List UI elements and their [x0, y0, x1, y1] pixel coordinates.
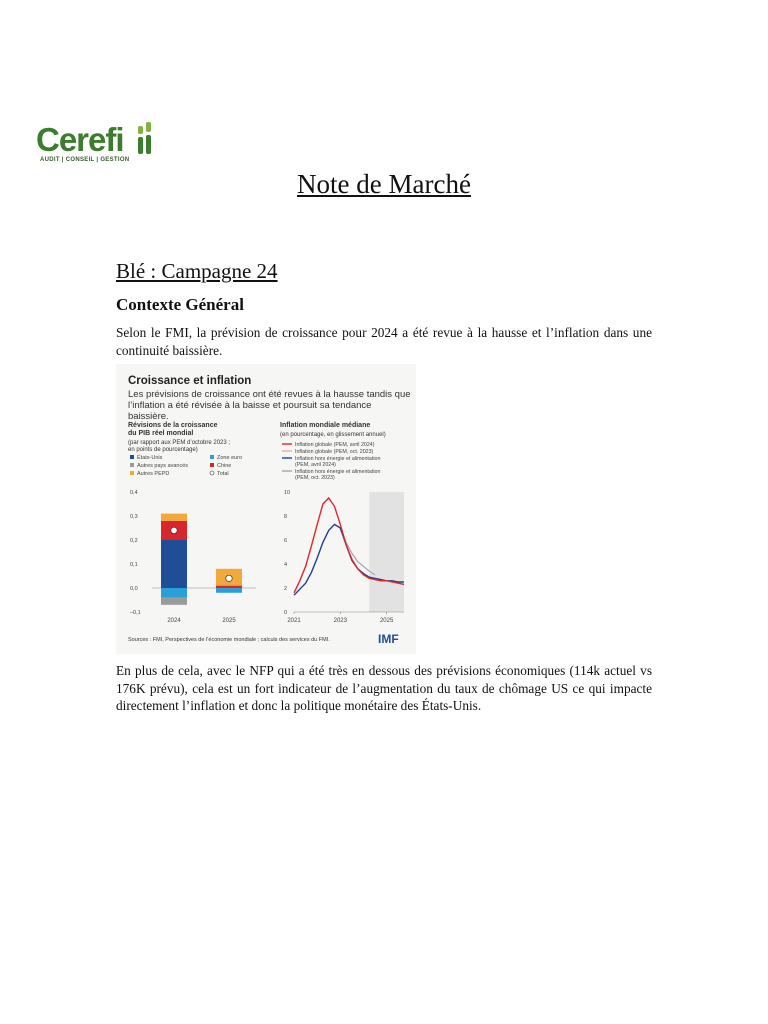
bar-x-tick-label: 2025	[222, 618, 236, 624]
bar-legend-swatch	[210, 463, 214, 467]
bar-legend-label: Chine	[217, 463, 232, 469]
bar-y-tick-label: 0,4	[130, 490, 138, 496]
bar-chart-title-line1: Révisions de la croissance	[128, 422, 218, 429]
line-legend-label: (PEM, avril 2024)	[295, 462, 336, 468]
line-y-tick-label: 8	[284, 514, 288, 520]
imf-figure	[116, 364, 416, 654]
logo-wordmark: Cerefi	[36, 121, 124, 158]
figure-title: Croissance et inflation	[128, 375, 252, 387]
bar-y-tick-label: 0,3	[130, 514, 138, 520]
line-y-tick-label: 0	[284, 610, 288, 616]
bar-total-marker	[226, 575, 232, 581]
line-legend-label: Inflation hors énergie et alimentation	[295, 469, 381, 475]
bar-y-tick-label: 0,2	[130, 538, 138, 544]
line-legend-label: Inflation globale (PEM, avril 2024)	[295, 442, 375, 448]
bar-segment	[161, 540, 187, 588]
line-x-tick-label: 2023	[333, 618, 347, 624]
bar-y-tick-label: 0,1	[130, 562, 138, 568]
bar-total-marker	[171, 527, 177, 533]
page-title: Note de Marché	[297, 169, 471, 199]
bar-legend-swatch	[210, 455, 214, 459]
bar-segment	[216, 586, 242, 588]
line-y-tick-label: 4	[284, 562, 288, 568]
bar-chart-subtitle-line2: en points de pourcentage)	[128, 447, 198, 453]
bar-chart-legend	[130, 454, 242, 477]
bar-legend-swatch	[130, 455, 134, 459]
figure-charts	[116, 364, 416, 654]
bar-legend-swatch	[130, 471, 134, 475]
bar-chart	[130, 490, 256, 624]
figure-subtitle: Les prévisions de croissance ont été revues à la hausse tandis que l’inflation a été révisée à la baisse et poursuit sa tendance baissière.	[128, 389, 411, 422]
bar-y-tick-label: –0,1	[130, 610, 141, 616]
line-x-tick-label: 2025	[379, 618, 394, 624]
figure-source: Sources : FMI, Perspectives de l’économie mondiale ; calculs des services du FMI.	[128, 637, 330, 643]
bar-legend-label: Autres PEPD	[137, 471, 170, 477]
bar-chart-title-line2: du PIB réel mondial	[128, 430, 194, 437]
line-x-tick-label: 2021	[287, 618, 301, 624]
bar-chart-subtitle-line1: (par rapport aux PEM d’octobre 2023 ;	[128, 440, 231, 446]
line-legend-label: Inflation hors énergie et alimentation	[295, 456, 381, 462]
line-legend-label: (PEM, oct. 2023)	[295, 475, 335, 481]
bar-segment	[161, 598, 187, 605]
line-chart-title: Inflation mondiale médiane	[280, 422, 371, 429]
company-logo	[36, 120, 161, 166]
section-title: Blé : Campagne 24	[116, 259, 278, 283]
bar-segment	[216, 588, 242, 593]
bar-y-tick-label: 0,0	[130, 586, 138, 592]
imf-brand-label: IMF	[378, 632, 399, 646]
bar-segment	[161, 514, 187, 521]
bar-legend-label: États-Unis	[137, 455, 163, 461]
bar-x-tick-label: 2024	[167, 618, 181, 624]
line-y-tick-label: 2	[284, 586, 288, 592]
line-chart-subtitle: (en pourcentage, en glissement annuel)	[280, 432, 386, 438]
logo-tagline: AUDIT | CONSEIL | GESTION	[40, 157, 130, 163]
bar-legend-total-marker	[210, 471, 214, 475]
forecast-shading	[369, 492, 404, 612]
line-chart	[284, 490, 404, 624]
bar-legend-label: Zone euro	[217, 455, 243, 461]
paragraph-nfp: En plus de cela, avec le NFP qui a été très en dessous des prévisions économiques (114k actuel vs 176K prévu), cela est un fort indicateur de l’augmentation du taux de chômage US ce qui impacte directement l’inflation et donc la politique monétaire des États-Unis.	[116, 663, 652, 713]
bar-legend-label: Autres pays avancés	[137, 463, 189, 469]
line-chart-legend	[282, 442, 380, 481]
line-y-tick-label: 6	[284, 538, 288, 544]
paragraph-intro: Selon le FMI, la prévision de croissance pour 2024 a été revue à la hausse et l’inflation dans une continuité baissière.	[116, 325, 652, 358]
subsection-title: Contexte Général	[116, 295, 244, 314]
bar-segment	[161, 588, 187, 598]
bar-legend-swatch	[130, 463, 134, 467]
bar-legend-total-label: Total	[217, 471, 229, 477]
line-legend-label: Inflation globale (PEM, oct. 2023)	[295, 449, 374, 455]
line-y-tick-label: 10	[284, 490, 291, 496]
logo-leaf-icon	[136, 122, 156, 156]
